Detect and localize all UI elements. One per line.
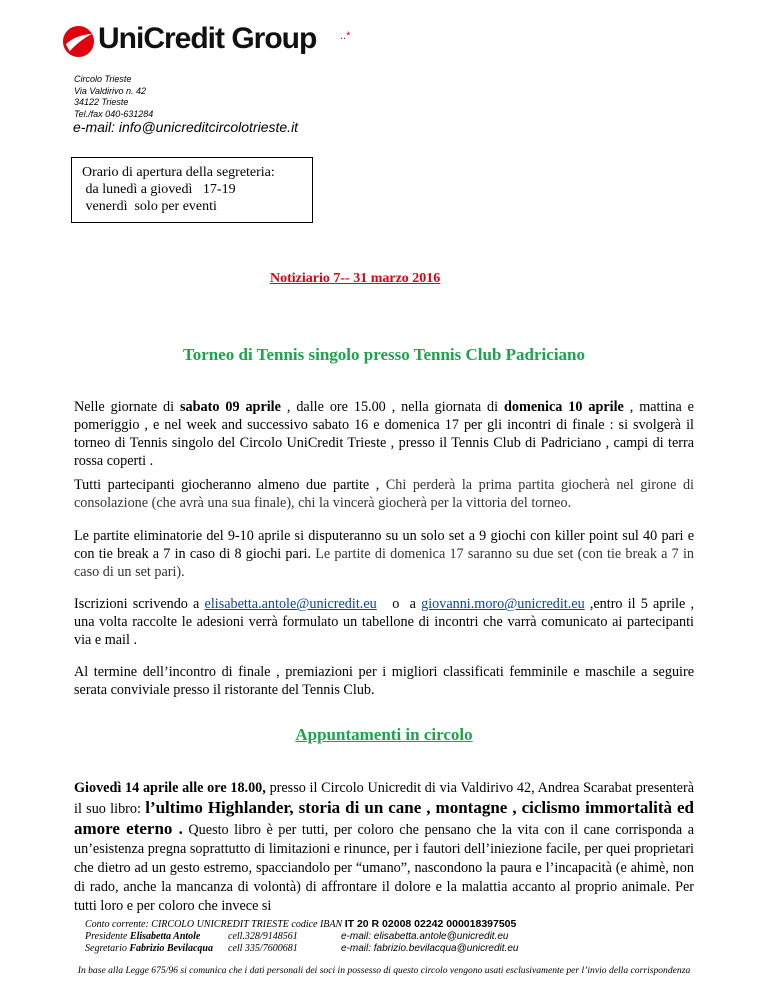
tennis-paragraph-format: Tutti partecipanti giocheranno almeno due partite , Chi perderà la prima partita giocherà nel girone di consolazione (che avrà una sua finale), chi la vincerà giocherà per la vittoria del torneo. bbox=[74, 477, 694, 511]
privacy-notice: In base alla Legge 675/96 si comunica che i dati personali dei soci in possesso di questo circolo vengono usati esclusivamente per l’invio della corrispondenza bbox=[77, 965, 691, 976]
hours-title: Orario di apertura della segreteria: bbox=[82, 165, 275, 180]
appointments-heading: Appuntamenti in circolo bbox=[295, 725, 473, 744]
address-line: Via Valdirivo n. 42 bbox=[74, 85, 147, 96]
tennis-paragraph-awards: Al termine dell’incontro di finale , premiazioni per i migliori classificati femminile e maschile a seguire serata conviviale presso il ristorante del Tennis Club. bbox=[74, 664, 694, 698]
logo-dots: ..* bbox=[340, 30, 351, 42]
book-presentation-paragraph: Giovedì 14 aprile alle ore 18.00, presso il Circolo Unicredit di via Valdirivo 42, Andrea Scarabat presenterà il suo libro: l’ultimo Highlander, storia di un cane , montagne , ciclismo immortalità ed amore eterno . Questo libro è per tutti, per coloro che pensano che la vita con il cane corrisponda a un’esistenza pregna soprattutto di limitazioni e rinunce, per i fautori dell’iniezione facile, per quei proprietari che dietro ad un gesto estremo, spacciandolo per “umano”, nascondono la paura e l’incapacità (e ahimè, non di rado, anche la mancanza di volontà) di affrontare il dolore e la malattia accanto al proprio animale. Per tutti loro e per coloro che invece si bbox=[74, 780, 694, 914]
secretary-row: Segretario Fabrizio Bevilacqua cell 335/7600681 e-mail: fabrizio.bevilacqua@unicredit.eu bbox=[85, 943, 519, 954]
address-block bbox=[74, 74, 153, 120]
unicredit-logo bbox=[62, 24, 362, 64]
address-line: Tel./fax 040-631284 bbox=[74, 108, 154, 119]
tennis-paragraph-rules: Le partite eliminatorie del 9-10 aprile si disputeranno su un solo set a 9 giochi con killer point sul 40 pari e con tie break a 7 in caso di 8 giochi pari. Le partite di domenica 17 saranno su due set (con tie break a 7 in caso di un set pari). bbox=[74, 528, 694, 580]
hours-weekdays: da lunedì a giovedì 17-19 bbox=[82, 182, 236, 197]
address-line: Circolo Trieste bbox=[74, 74, 132, 84]
email-link-moro[interactable]: giovanni.moro@unicredit.eu bbox=[421, 596, 585, 612]
footer-contacts bbox=[85, 918, 518, 955]
president-row: Presidente Elisabetta Antole cell.328/9148561 e-mail: elisabetta.antole@unicredit.eu bbox=[85, 931, 509, 942]
tennis-heading: Torneo di Tennis singolo presso Tennis Club Padriciano bbox=[182, 345, 585, 364]
email-link-antole[interactable]: elisabetta.antole@unicredit.eu bbox=[204, 596, 377, 612]
logo-text: UniCredit Group bbox=[98, 22, 317, 55]
address-line: 34122 Trieste bbox=[74, 97, 129, 107]
tennis-paragraph-registration: Iscrizioni scrivendo a elisabetta.antole@unicredit.eu o a giovanni.moro@unicredit.eu ,entro il 5 aprile , una volta raccolte le adesioni verrà formulato un tabellone di incontri che varrà comunicato ai partecipanti via e mail . bbox=[74, 596, 694, 648]
unicredit-logo-icon bbox=[62, 25, 95, 58]
club-email: e-mail: info@unicreditcircolotrieste.it bbox=[73, 119, 299, 135]
hours-friday: venerdì solo per eventi bbox=[82, 199, 217, 214]
newsletter-title: Notiziario 7-- 31 marzo 2016 bbox=[270, 271, 441, 286]
bank-account-row: Conto corrente: CIRCOLO UNICREDIT TRIESTE codice IBAN IT 20 R 02008 02242 000018397505 bbox=[85, 918, 517, 930]
opening-hours-box bbox=[71, 157, 313, 223]
tennis-paragraph-dates: Nelle giornate di sabato 09 aprile , dalle ore 15.00 , nella giornata di domenica 10 aprile , mattina e pomeriggio , e nel week and successivo sabato 16 e domenica 17 per gli incontri di finale : si svolgerà il torneo di Tennis singolo del Circolo UniCredit Trieste , presso il Tennis Club di Padriciano , campi di terra rossa coperti . bbox=[74, 399, 694, 469]
